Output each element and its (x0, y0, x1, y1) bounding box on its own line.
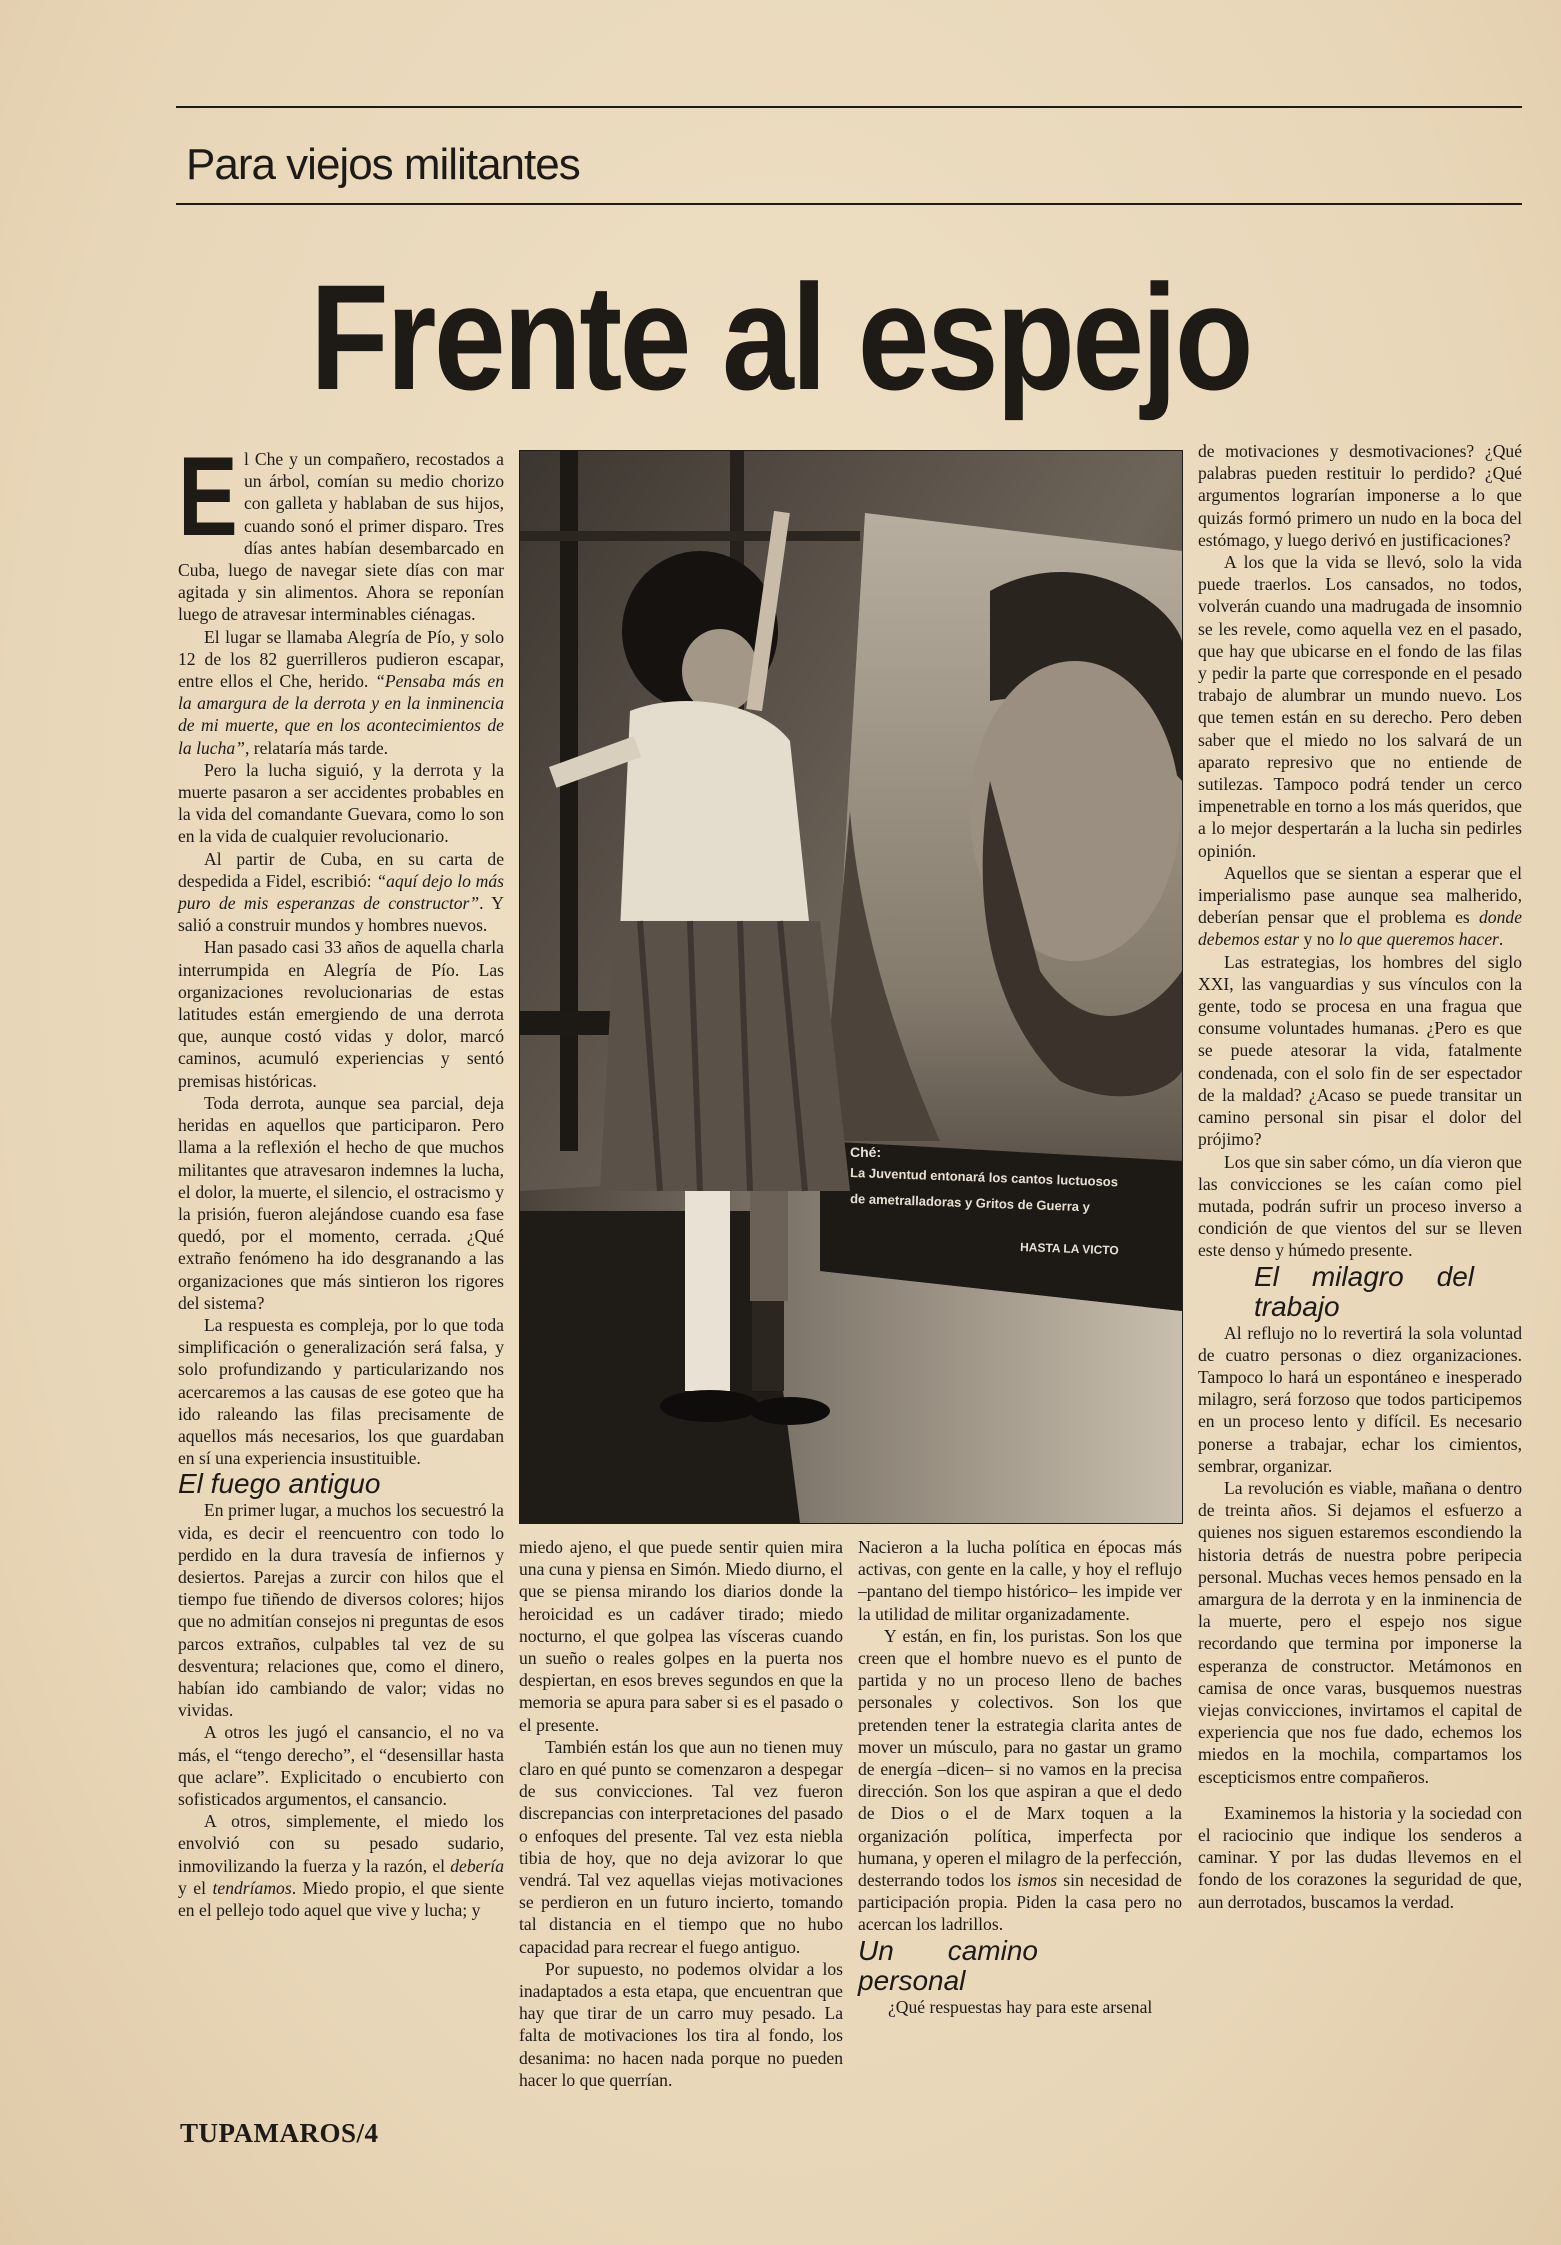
paragraph: A otros, simplemente, el miedo los envolvió con su pesado sudario, inmovilizando la fuerza y la razón, el debería y el tendríamos. Miedo propio, el que siente en el pellejo todo aquel que vive y lucha; y (178, 1811, 505, 1920)
paragraph: Al reflujo no lo revertirá la sola voluntad de cuatro personas o diez organizaciones. Tampoco lo hará un espontáneo e inesperado milagro, será forzoso que todos participemos en un proceso lento y difícil. Es necesario ponerse a trabajar, echar los cimientos, sembrar, organizar. (1198, 1322, 1522, 1476)
paragraph: También están los que aun no tienen muy claro en qué punto se comenzaron a despegar de sus convicciones. Tal vez fueron discrepancias con interpretaciones del pasado o enfoques del presente. Tal vez esta niebla tibia de hoy, que no deja avizorar lo que vendrá. Tal vez aquellas viejas motivaciones se perdieron en un futuro incierto, tomando tal distancia en el tiempo que no hubo capacidad para recrear el fuego antiguo. (519, 1736, 843, 1957)
paragraph: Los que sin saber cómo, un día vieron que las convicciones se les caían como piel mutada, podrán sufrir un proceso inverso a condición de que vientos del sur se lleven este denso y húmedo presente. (1198, 1151, 1522, 1261)
poster-text: HASTA LA VICTO (1019, 1240, 1119, 1258)
paragraph: Las estrategias, los hombres del siglo XXI, las vanguardias y sus vínculos con la gente, todo se procesa en una fragua que consume voluntades humanas. ¿Pero es que se puede atesorar la vida, fatalmente condenada, con el solo fin de ser espectador de la maldad? ¿Acaso se puede transitar un camino personal sin pisar el dolor del prójimo? (1198, 951, 1522, 1150)
poster-text: de ametralladoras y Gritos de Guerra y (849, 1191, 1091, 1215)
paragraph: Pero la lucha siguió, y la derrota y la muerte pasaron a ser accidentes probables en la vida del comandante Guevara, como lo son en la vida de cualquier revolucionario. (178, 759, 504, 847)
paragraph: La respuesta es compleja, por lo que toda simplificación o generalización será falsa, y solo profundizando y particularizando nos acercaremos a las causas de ese goteo que ha ido raleando las filas precisamente de aquellos más necesarios, los que guardaban en sí una experiencia insustituible. (178, 1314, 504, 1469)
paragraph: Examinemos la historia y la sociedad con el raciocinio que indique los senderos a caminar. Y por las dudas llevemos en el fondo de los corazones la seguridad de que, aun derrotados, buscamos la verdad. (1198, 1802, 1522, 1912)
column-2 (519, 1536, 843, 2091)
section-rule (176, 203, 1522, 205)
paragraph: Nacieron a la lucha política en épocas más activas, con gente en la calle, y hoy el reflujo –pantano del tiempo histórico– les impide ver la utilidad de militar organizadamente. (858, 1537, 1182, 1624)
section-label: Para viejos militantes (186, 140, 580, 189)
paragraph: A los que la vida se llevó, solo la vida puede traerlos. Los cansados, no todos, volverán cuando una madrugada de insomnio se les revele, como aquella vez en el pasado, que hay que ubicarse en el fondo de las filas y pedir la parte que corresponde en el pesado trabajo de alumbrar un mundo nuevo. Los que temen están en su derecho. Pero deben saber que el miedo no los salvará de un aparato represivo que no entiende de sutilezas. Tampoco podrá tender un cerco impenetrable en torno a los más queridos, que a lo mejor despertarán a la lucha sin pedirles opinión. (1198, 552, 1522, 861)
quote: “Pensaba más en la amargura de la derrota y en la inminencia de mi muerte, que en los acontecimientos de la lucha” (178, 671, 504, 758)
paragraph: Toda derrota, aunque sea parcial, deja heridas en aquellos que participaron. Pero llama a la reflexión el hecho de que muchos militantes que atravesaron indemnes la lucha, el dolor, la muerte, el silencio, el ostracismo y la prisión, fueron alejándose cuando esa fase quedó, por el momento, cerrada. ¿Qué extraño fenómeno ha ido desgranando a las organizaciones que más sintieron los rigores del sistema? (178, 1092, 504, 1313)
paragraph: Aquellos que se sientan a esperar que el imperialismo pase aunque sea malherido, deberían pensar que el problema es donde debemos estar y no lo que queremos hacer. (1198, 862, 1522, 950)
paragraph: Y están, en fin, los puristas. Son los que creen que el hombre nuevo es el punto de partida y no un proceso lleno de baches personales y colectivos. Son los que pretenden tener la estrategia clarita antes de mover un músculo, para no gastar un gramo de energía –dicen– si no vamos en la precisa dirección. Son los que aspiran a que el dedo de Dios o el de Marx toquen a la organización política, imperfecta por humana, y operen el milagro de la perfección, desterrando todos los ismos sin necesidad de participación propia. Piden la casa pero no acercan los ladrillos. (858, 1625, 1182, 1935)
poster-text: Ché: (850, 1144, 882, 1160)
quote: “aquí dejo lo más puro de mis esperanzas de constructor” (178, 870, 504, 914)
paragraph: Han pasado casi 33 años de aquella charla interrumpida en Alegría de Pío. Las organizaciones revolucionarias de estas latitudes están emergiendo de una derrota que, aunque costó vidas y dolor, marcó caminos, acumuló experiencias y sentó premisas históricas. (178, 937, 504, 1091)
paragraph: Por supuesto, no podemos olvidar a los inadaptados a esta etapa, que encuentran que hay que tirar de un carro muy pesado. La falta de motivaciones los tira al fondo, los desanima: no hacen nada porque no pueden hacer lo que querrían. (519, 1958, 843, 2090)
photo-illustration (520, 451, 1182, 1523)
paragraph: El Che y un compañero, recostados a un árbol, comían su medio chorizo con galleta y hablaban de sus hijos, cuando sonó el primer disparo. Tres días antes habían desembarcado en Cuba, luego de navegar siete días con mar agitada y sin alimentos. Ahora se reponían luego de atravesar interminables ciénagas. (178, 434, 504, 625)
paragraph: En primer lugar, a muchos los secuestró la vida, es decir el reencuentro con todo lo perdido en la dura travesía de infiernos y desiertos. Parejas a zurcir con hilos que el tiempo fue tiñendo de diversos colores; hijos que no admitían consejos ni preguntas de esos parcos extraños, culpables tal vez de su desventura; relaciones que, como el dinero, habían ido cambiando de valor; vidas no vividas. (178, 1500, 504, 1721)
drop-cap: E (178, 434, 238, 559)
paragraph: ¿Qué respuestas hay para este arsenal (888, 1996, 1153, 2017)
paragraph: Al partir de Cuba, en su carta de despedida a Fidel, escribió: “aquí dejo lo más puro de mis esperanzas de constructor”. Y salió a construir mundos y hombres nuevos. (178, 848, 504, 936)
paragraph: La revolución es viable, mañana o dentro de treinta años. Si dejamos el esfuerzo a quienes nos siguen estaremos escondiendo la historia detrás de nuestra pobre peripecia personal. Muchas veces hemos pensado en la amargura de la derrota y en la inminencia de la muerte, pero el espejo nos sigue recordando que termina por imponerse la esperanza de constructor. Metámonos en camisa de once varas, busquemos nuestras viejas convicciones, invirtamos el capital de experiencia que nos fue dado, echemos los miedos en la mochila, compartamos los escepticismos entre compañeros. (1198, 1477, 1522, 1787)
subhead: Un camino personal (858, 1934, 1038, 1996)
column-4 (1198, 440, 1522, 1913)
photo-girl-che-poster (519, 450, 1183, 1524)
subhead: El milagro del trabajo (1254, 1260, 1474, 1322)
column-3 (858, 1536, 1182, 2018)
paragraph: A otros les jugó el cansancio, el no va más, el “tengo derecho”, el “desensillar hasta que aclare”. Explicitado o encubierto con sofisticados argumentos, el cansancio. (178, 1722, 504, 1809)
poster-text: La Juventud entonará los cantos luctuosos (849, 1165, 1119, 1190)
column-1 (178, 434, 505, 1921)
top-rule (176, 106, 1522, 108)
headline: Frente al espejo (310, 253, 1251, 421)
page-footer: TUPAMAROS/4 (180, 2118, 379, 2148)
paragraph: de motivaciones y desmotivaciones? ¿Qué palabras pueden restituir lo perdido? ¿Qué argumentos lograrían imponerse a lo que quizás formó primero un nudo en la boca del estómago, y luego derivó en justificaciones? (1198, 441, 1522, 550)
paragraph: miedo ajeno, el que puede sentir quien mira una cuna y piensa en Simón. Miedo diurno, el que se piensa mirando los diarios donde la heroicidad es un cadáver tirado; miedo nocturno, el que golpea las vísceras cuando un sueño o reales golpes en la puerta nos despiertan, en esos breves segundos en que la memoria se apura para saber si es el pasado o el presente. (519, 1537, 843, 1735)
paragraph: El lugar se llamaba Alegría de Pío, y solo 12 de los 82 guerrilleros pudieron escapar, entre ellos el Che, herido. “Pensaba más en la amargura de la derrota y en la inminencia de mi muerte, que en los acontecimientos de la lucha”, relataría más tarde. (178, 626, 504, 758)
subhead: El fuego antiguo (178, 1468, 381, 1500)
